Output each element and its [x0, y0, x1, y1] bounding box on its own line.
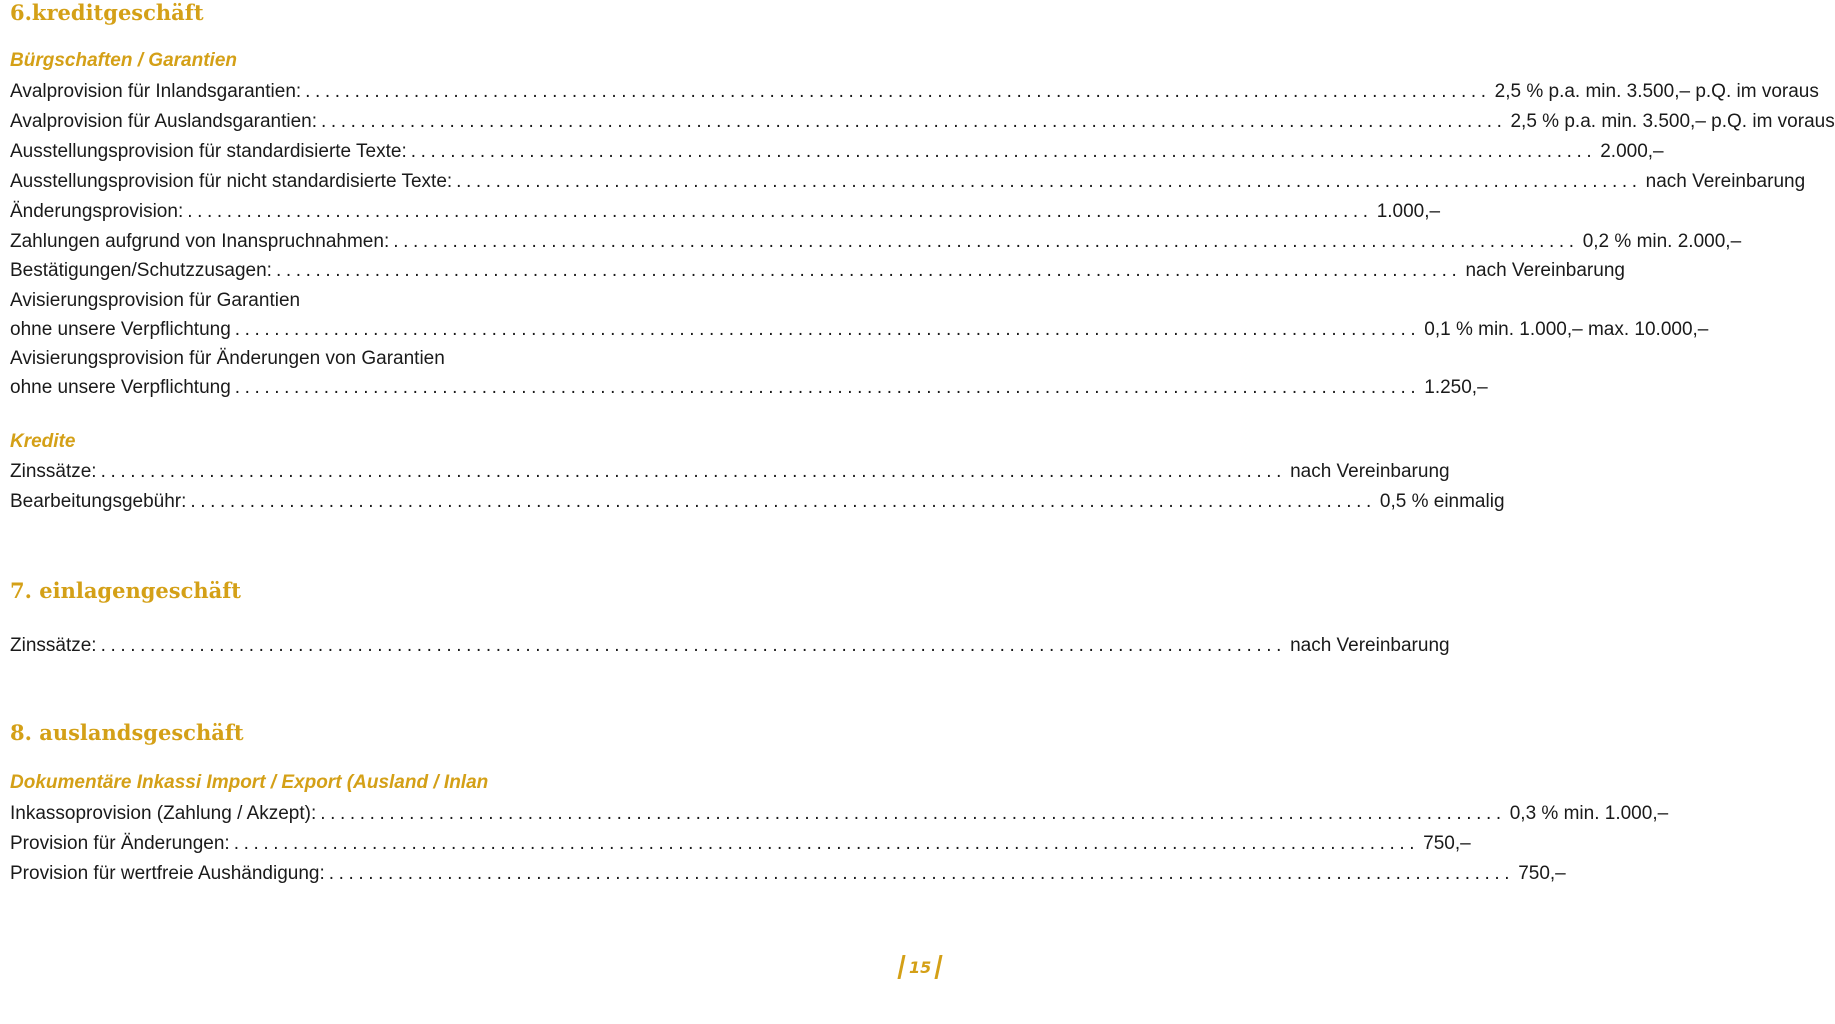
fee-row	[10, 198, 1441, 226]
leader-dots: ........................................................................................................................	[190, 491, 1376, 512]
fee-label: Zahlungen aufgrund von Inanspruchnahmen:	[10, 231, 390, 252]
fee-row	[10, 257, 1625, 285]
fee-label: ohne unsere Verpflichtung	[10, 319, 231, 340]
fee-row	[10, 488, 1505, 516]
page-number: 15	[909, 957, 932, 977]
leader-dots: ........................................................................................................................	[328, 863, 1515, 884]
fee-value: 750,–	[1423, 833, 1471, 854]
fee-row	[10, 458, 1450, 486]
leader-dots: ........................................................................................................................	[320, 803, 1506, 824]
fee-value: 2,5 % p.a. min. 3.500,– p.Q. im voraus	[1510, 111, 1835, 132]
fee-value: nach Vereinbarung	[1465, 260, 1625, 281]
leader-dots: ........................................................................................................................	[393, 231, 1579, 252]
fee-value: 0,2 % min. 2.000,–	[1582, 231, 1742, 252]
fee-label: Zinssätze:	[10, 635, 97, 656]
fee-value: nach Vereinbarung	[1290, 635, 1450, 656]
fee-label: Ausstellungsprovision für nicht standardisierte Texte:	[10, 171, 453, 192]
fee-value: 0,1 % min. 1.000,– max. 10.000,–	[1424, 319, 1709, 340]
fee-label: Avalprovision für Inlandsgarantien:	[10, 81, 302, 102]
fee-row	[10, 228, 1742, 256]
fee-label: Bearbeitungsgebühr:	[10, 491, 187, 512]
fee-row	[10, 374, 1488, 402]
fee-value: nach Vereinbarung	[1645, 171, 1806, 192]
leader-dots: ........................................................................................................................	[321, 111, 1507, 132]
section-8-title: 8. auslandsgeschäft	[10, 720, 244, 745]
fee-row	[10, 830, 1471, 858]
fee-value: 2.000,–	[1600, 141, 1664, 162]
fee-label: Zinssätze:	[10, 461, 97, 482]
fee-row	[10, 138, 1664, 166]
leader-dots: ........................................................................................................................	[100, 635, 1287, 656]
fee-label: ohne unsere Verpflichtung	[10, 377, 231, 398]
fee-label: Bestätigungen/Schutzzusagen:	[10, 260, 272, 281]
section-6-title: 6.kreditgeschäft	[10, 0, 204, 25]
credits-heading: Kredite	[10, 431, 76, 452]
guarantees-heading: Bürgschaften / Garantien	[10, 50, 237, 71]
fee-value: 1.250,–	[1424, 377, 1488, 398]
fee-label: Provision für wertfreie Aushändigung:	[10, 863, 325, 884]
fee-value: 2,5 % p.a. min. 3.500,– p.Q. im voraus	[1494, 81, 1819, 102]
fee-label: Inkassoprovision (Zahlung / Akzept):	[10, 803, 317, 824]
page-number-bar-right	[935, 955, 943, 979]
fee-label: Änderungsprovision:	[10, 201, 184, 222]
leader-dots: ........................................................................................................................	[456, 171, 1642, 192]
fee-label: Ausstellungsprovision für standardisierte Texte:	[10, 141, 407, 162]
fee-row	[10, 316, 1709, 344]
leader-dots: ........................................................................................................................	[275, 260, 1462, 281]
advice-fee-heading: Avisierungsprovision für Garantien	[10, 290, 301, 311]
fee-value: 0,5 % einmalig	[1379, 491, 1505, 512]
leader-dots: ........................................................................................................................	[100, 461, 1287, 482]
fee-row	[10, 800, 1669, 828]
advice-change-heading: Avisierungsprovision für Änderungen von Garantien	[10, 348, 445, 369]
fee-row	[10, 78, 1819, 106]
leader-dots: ........................................................................................................................	[187, 201, 1373, 222]
fee-row	[10, 632, 1450, 660]
fee-row	[10, 108, 1835, 136]
leader-dots: ........................................................................................................................	[234, 319, 1421, 340]
fee-value: nach Vereinbarung	[1290, 461, 1450, 482]
fee-row	[10, 168, 1806, 196]
fee-value: 0,3 % min. 1.000,–	[1509, 803, 1669, 824]
leader-dots: ........................................................................................................................	[305, 81, 1491, 102]
leader-dots: ........................................................................................................................	[234, 377, 1421, 398]
fee-label: Provision für Änderungen:	[10, 833, 230, 854]
leader-dots: ........................................................................................................................	[233, 833, 1420, 854]
documentary-collections-heading: Dokumentäre Inkassi Import / Export (Ausland / Inlan	[10, 772, 489, 793]
page-number-bar-left	[897, 955, 905, 979]
fee-value: 1.000,–	[1376, 201, 1441, 222]
fee-value: 750,–	[1518, 863, 1566, 884]
page-number-marker	[900, 952, 940, 982]
leader-dots: ........................................................................................................................	[410, 141, 1597, 162]
section-7-title: 7. einlagengeschäft	[10, 578, 241, 603]
fee-label: Avalprovision für Auslandsgarantien:	[10, 111, 318, 132]
fee-row	[10, 860, 1566, 888]
